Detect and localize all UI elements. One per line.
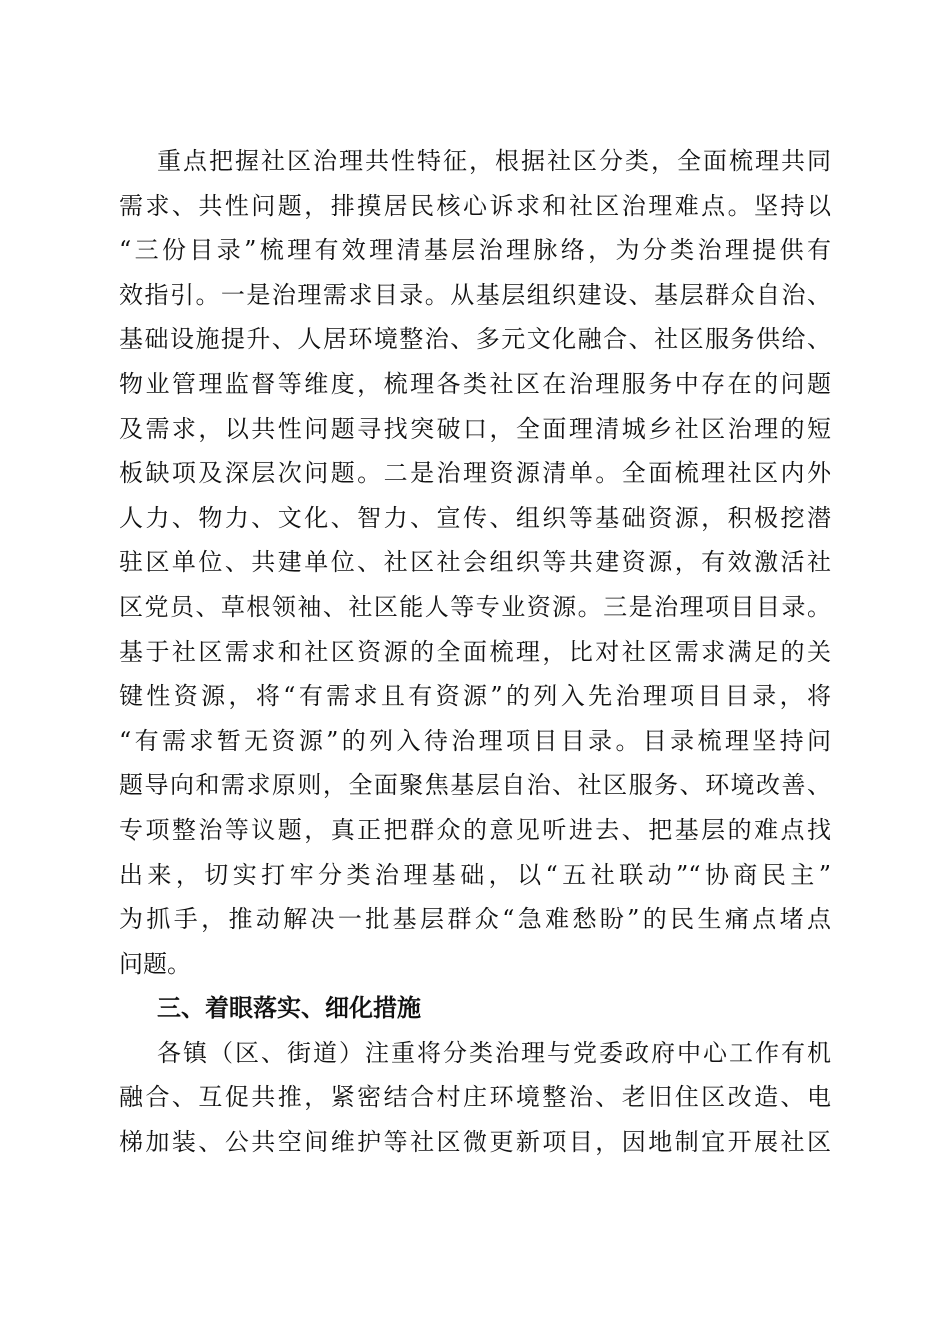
paragraph-1-line-10: 驻区单位、共建单位、社区社会组织等共建资源，有效激活社 bbox=[119, 548, 831, 577]
paragraph-1-line-7: 及需求，以共性问题寻找突破口，全面理清城乡社区治理的短 bbox=[119, 414, 831, 443]
paragraph-1-line-12: 基于社区需求和社区资源的全面梳理，比对社区需求满足的关 bbox=[119, 637, 831, 666]
paragraph-2-line-3: 梯加装、公共空间维护等社区微更新项目，因地制宜开展社区 bbox=[119, 1128, 831, 1157]
paragraph-1-line-13: 键性资源，将“有需求且有资源”的列入先治理项目目录，将 bbox=[119, 682, 831, 711]
paragraph-1-line-9: 人力、物力、文化、智力、宣传、组织等基础资源，积极挖潜 bbox=[119, 503, 831, 532]
document-body bbox=[119, 139, 831, 1165]
paragraph-1-line-18: 为抓手，推动解决一批基层群众“急难愁盼”的民生痛点堵点 bbox=[119, 905, 831, 934]
paragraph-1-line-4: 效指引。一是治理需求目录。从基层组织建设、基层群众自治、 bbox=[119, 280, 831, 309]
paragraph-1-line-2: 需求、共性问题，排摸居民核心诉求和社区治理难点。坚持以 bbox=[119, 191, 831, 220]
paragraph-1-line-8: 板缺项及深层次问题。二是治理资源清单。全面梳理社区内外 bbox=[119, 459, 831, 488]
paragraph-1-line-5: 基础设施提升、人居环境整治、多元文化融合、社区服务供给、 bbox=[119, 325, 831, 354]
paragraph-2-line-1: 各镇（区、街道）注重将分类治理与党委政府中心工作有机 bbox=[157, 1038, 831, 1067]
paragraph-1-line-16: 专项整治等议题，真正把群众的意见听进去、把基层的难点找 bbox=[119, 815, 831, 844]
paragraph-1-line-17: 出来，切实打牢分类治理基础，以“五社联动”“协商民主” bbox=[119, 860, 831, 889]
paragraph-2-line-2: 融合、互促共推，紧密结合村庄环境整治、老旧住区改造、电 bbox=[119, 1083, 831, 1112]
paragraph-1-line-11: 区党员、草根领袖、社区能人等专业资源。三是治理项目目录。 bbox=[119, 592, 831, 621]
paragraph-1-line-6: 物业管理监督等维度，梳理各类社区在治理服务中存在的问题 bbox=[119, 369, 831, 398]
section-heading: 三、着眼落实、细化措施 bbox=[157, 994, 421, 1023]
paragraph-1-line-15: 题导向和需求原则，全面聚焦基层自治、社区服务、环境改善、 bbox=[119, 771, 831, 800]
paragraph-1-line-14: “有需求暂无资源”的列入待治理项目目录。目录梳理坚持问 bbox=[119, 726, 831, 755]
paragraph-1-line-19: 问题。 bbox=[119, 949, 191, 978]
paragraph-1-line-3: “三份目录”梳理有效理清基层治理脉络，为分类治理提供有 bbox=[119, 236, 831, 265]
paragraph-1-line-1: 重点把握社区治理共性特征，根据社区分类，全面梳理共同 bbox=[157, 147, 831, 175]
